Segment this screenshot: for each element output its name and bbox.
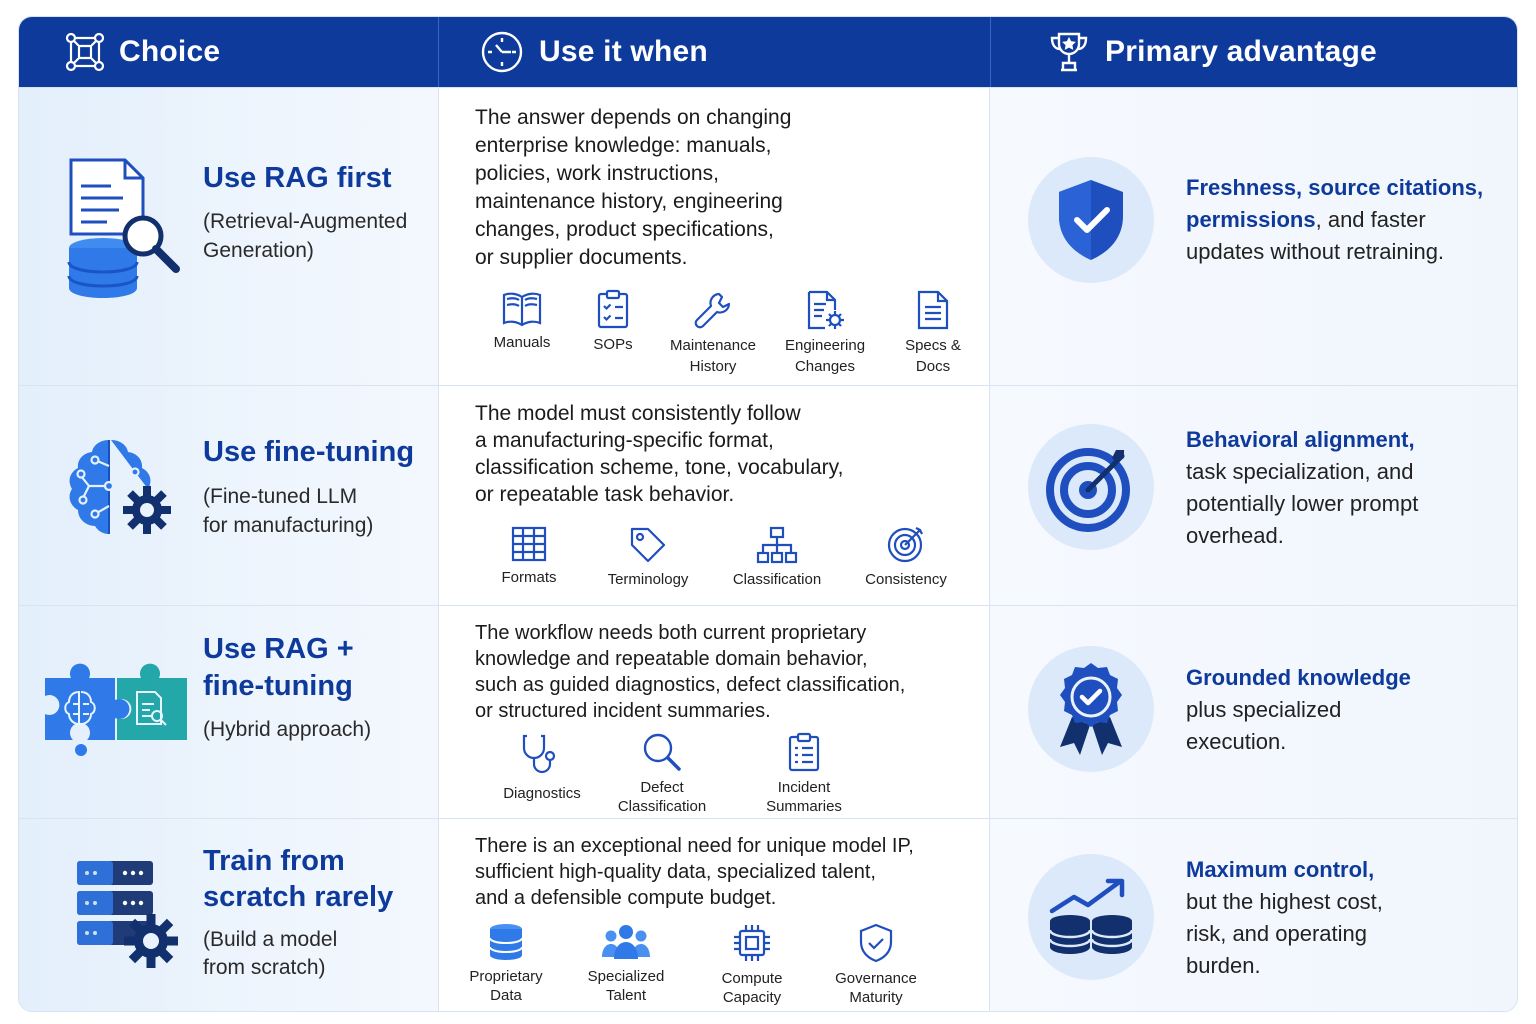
choice-cell (19, 386, 438, 605)
tag-label: History (689, 358, 737, 375)
document-database-search-icon (63, 156, 187, 306)
choice-subtitle: (Build a model (203, 928, 338, 951)
target-icon (886, 524, 926, 564)
tag-proprietary-data (446, 923, 566, 1005)
shield-check-icon (1055, 178, 1127, 262)
network-nodes-icon (65, 32, 105, 72)
use-when-cell (438, 606, 990, 818)
advantage-body: potentially lower prompt (1186, 491, 1419, 516)
description-line: There is an exceptional need for unique model IP, (475, 835, 914, 857)
choice-cell (19, 88, 438, 385)
description-line: changes, product specifications, (475, 218, 774, 241)
advantage-highlight: Grounded knowledge (1186, 665, 1411, 690)
grid-icon (511, 526, 547, 562)
use-when-cell (438, 819, 990, 1012)
advantage-body: overhead. (1186, 523, 1284, 548)
use-when-description (475, 620, 905, 724)
advantage-body: task specialization, and (1186, 459, 1414, 484)
advantage-icon-circle (1028, 157, 1154, 283)
table-row (19, 818, 1518, 1012)
advantage-body: but the highest cost, (1186, 889, 1383, 914)
description-line: policies, work instructions, (475, 162, 719, 185)
tag-label: Formats (501, 569, 557, 586)
choice-title: Use RAG + (203, 633, 354, 665)
tag-diagnostics (482, 732, 602, 803)
description-line: maintenance history, engineering (475, 190, 783, 213)
advantage-highlight: Maximum control, (1186, 857, 1375, 882)
tag-label: Docs (915, 358, 951, 375)
tag-label: Summaries (766, 798, 842, 815)
server-gear-icon (75, 859, 179, 971)
tag-label: Talent (605, 987, 647, 1004)
tag-classification (717, 526, 837, 589)
use-when-description (475, 400, 843, 508)
use-when-description (475, 104, 791, 272)
tag-label: Capacity (722, 989, 782, 1006)
description-line: or structured incident summaries. (475, 700, 771, 722)
advantage-text (1186, 424, 1506, 552)
tag-label: Data (490, 987, 522, 1004)
header-primary-advantage (1047, 17, 1377, 87)
advantage-body: burden. (1186, 953, 1261, 978)
advantage-body: plus specialized (1186, 697, 1342, 722)
header-divider (438, 17, 439, 87)
choice-subtitle: (Hybrid approach) (203, 718, 372, 741)
table-row (19, 605, 1518, 818)
tag-label: Maintenance (670, 337, 756, 354)
use-when-cell (438, 386, 990, 605)
header-use-it-when-label: Use it when (539, 35, 708, 68)
table-header (19, 17, 1518, 87)
choice-subtitle: Generation) (203, 239, 314, 262)
tag-label: SOPs (593, 336, 633, 353)
choice-subtitle: (Fine-tuned LLM (203, 485, 358, 508)
advantage-text (1186, 662, 1506, 758)
choice-title: fine-tuning (203, 670, 353, 702)
header-choice (65, 17, 220, 87)
advantage-text (1186, 854, 1506, 982)
choice-title: Use RAG first (203, 162, 392, 194)
tag-specs-docs (873, 290, 993, 376)
coins-growth-icon (1046, 877, 1136, 957)
tag-compute-capacity (692, 923, 812, 1007)
tag-consistency (846, 524, 966, 589)
tag-governance-maturity (816, 923, 936, 1007)
choice-subtitle: from scratch) (203, 956, 326, 979)
table-row (19, 385, 1518, 605)
tag-label: Consistency (865, 571, 947, 588)
tag-label: Changes (794, 358, 856, 375)
description-line: and a defensible compute budget. (475, 887, 777, 909)
advantage-highlight: Freshness, source citations, (1186, 175, 1484, 200)
description-line: sufficient high-quality data, specialized talent, (475, 861, 876, 883)
description-line: classification scheme, tone, vocabulary, (475, 456, 844, 479)
tag-formats (469, 526, 589, 587)
database-icon (488, 923, 524, 961)
people-icon (601, 923, 651, 961)
advantage-highlight: Behavioral alignment, (1186, 427, 1415, 452)
advantage-body: updates without retraining. (1186, 239, 1445, 264)
tag-label: Maturity (849, 989, 903, 1006)
tag-defect-classification (602, 732, 722, 816)
advantage-text (1186, 172, 1516, 268)
award-badge-icon (1054, 661, 1128, 757)
use-when-cell (438, 88, 990, 385)
description-line: or repeatable task behavior. (475, 483, 735, 506)
tag-label: Governance (835, 970, 917, 987)
header-primary-advantage-label: Primary advantage (1105, 35, 1377, 68)
tag-label: Compute (721, 970, 783, 987)
choice-title: Train from (203, 845, 345, 877)
clipboard-list-icon (787, 732, 821, 772)
description-line: enterprise knowledge: manuals, (475, 134, 772, 157)
brain-gear-icon (65, 436, 175, 536)
choice-title: scratch rarely (203, 881, 394, 913)
tag-label: Specialized (587, 968, 665, 985)
choice-title: Use fine-tuning (203, 436, 415, 468)
description-line: The answer depends on changing (475, 106, 792, 129)
clock-icon (479, 29, 525, 75)
description-line: or supplier documents. (475, 246, 688, 269)
tag-label: Diagnostics (503, 785, 581, 802)
description-line: such as guided diagnostics, defect classification, (475, 674, 906, 696)
advantage-cell (990, 88, 1518, 385)
advantage-icon-circle (1028, 646, 1154, 772)
description-line: a manufacturing-specific format, (475, 429, 774, 452)
header-use-it-when (479, 17, 708, 87)
tag-label: Manuals (493, 334, 551, 351)
target-arrow-icon (1046, 442, 1136, 532)
advantage-icon-circle (1028, 854, 1154, 980)
header-divider (990, 17, 991, 87)
advantage-cell (990, 819, 1518, 1012)
trophy-icon (1047, 30, 1091, 74)
document-gear-icon (805, 290, 845, 330)
advantage-icon-circle (1028, 424, 1154, 550)
stethoscope-icon (521, 732, 563, 776)
comparison-table (18, 16, 1518, 1012)
tag-terminology (588, 526, 708, 589)
advantage-body: execution. (1186, 729, 1287, 754)
header-choice-label: Choice (119, 35, 221, 68)
tag-label: Classification (732, 571, 822, 588)
tag-icon (629, 526, 667, 564)
advantage-body: risk, and operating (1186, 921, 1367, 946)
use-when-description (475, 833, 914, 911)
tag-label: Proprietary (469, 968, 543, 985)
choice-cell (19, 606, 438, 818)
advantage-cell (990, 386, 1518, 605)
choice-subtitle: (Retrieval-Augmented (203, 210, 408, 233)
table-row (19, 87, 1518, 385)
wrench-icon (693, 290, 733, 330)
choice-cell (19, 819, 438, 1012)
chip-icon (732, 923, 772, 963)
tag-label: Incident (777, 779, 831, 796)
tag-engineering-changes (765, 290, 885, 376)
hierarchy-icon (756, 526, 798, 564)
tag-label: Defect (640, 779, 684, 796)
advantage-body: , and faster (1315, 207, 1426, 232)
description-line: knowledge and repeatable domain behavior, (475, 648, 868, 670)
tag-label: Engineering (784, 337, 866, 354)
tag-maintenance-history (653, 290, 773, 376)
tag-specialized-talent (566, 923, 686, 1005)
advantage-cell (990, 606, 1518, 818)
tag-label: Classification (617, 798, 707, 815)
puzzle-pieces-icon (41, 660, 191, 760)
tag-label: Terminology (607, 571, 689, 588)
tag-incident-summaries (744, 732, 864, 816)
choice-subtitle: for manufacturing) (203, 514, 374, 537)
magnifier-icon (642, 732, 682, 772)
clipboard-checklist-icon (596, 289, 630, 329)
description-line: The model must consistently follow (475, 402, 801, 425)
tag-label: Specs & (905, 337, 961, 354)
document-icon (916, 290, 950, 330)
shield-icon (858, 923, 894, 963)
advantage-highlight: permissions (1186, 207, 1316, 232)
book-icon (501, 291, 543, 327)
description-line: The workflow needs both current proprietary (475, 622, 867, 644)
